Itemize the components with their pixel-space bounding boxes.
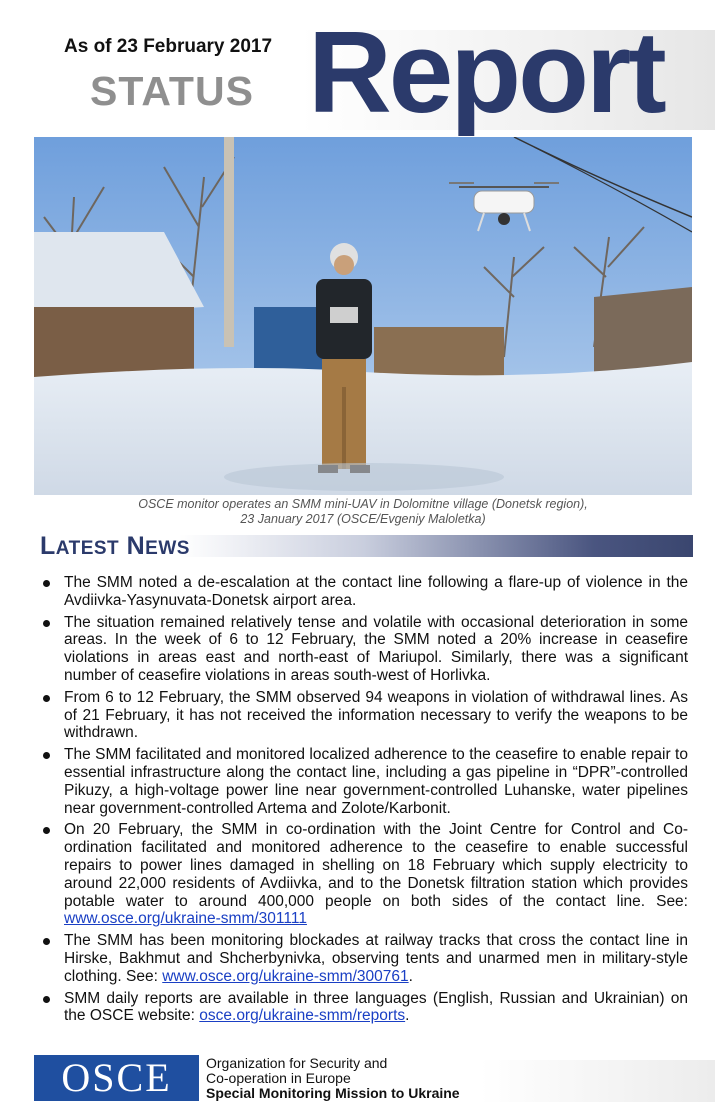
link-300761[interactable]: www.osce.org/ukraine-smm/300761 bbox=[162, 967, 409, 985]
bullet-icon bbox=[43, 827, 50, 834]
bullet-icon bbox=[43, 620, 50, 627]
link-301111[interactable]: www.osce.org/ukraine-smm/301111 bbox=[64, 910, 307, 928]
news-item: The SMM has been monitoring blockades at railway tracks that cross the contact line in Hirske, Bakhmut and Shcherbynivka, observing tents and unarmed men in military-style clothing. See: www.osce.org/ukraine-smm/300761. bbox=[40, 932, 688, 985]
osce-logo-text: OSCE bbox=[61, 1055, 172, 1100]
report-heading: Report bbox=[308, 7, 664, 137]
news-item: On 20 February, the SMM in co-ordination with the Joint Centre for Control and Co-ordination facilitated and monitored adherence to the ceasefire to enable successful repairs to power lines damaged in shelling on 18 February which supply electricity to around 22,000 residents of Avdiivka, and to the Donetsk filtration station which provides potable water to around 400,000 people on both sides of the contact line. See: www.osce.org/ukraine-smm/301111 bbox=[40, 821, 688, 928]
link-reports[interactable]: osce.org/ukraine-smm/reports bbox=[199, 1007, 406, 1025]
photo-caption bbox=[34, 497, 692, 527]
news-item: The SMM facilitated and monitored localized adherence to the ceasefire to enable repair to essential infrastructure along the contact line, including a gas pipeline in “DPR”-controlled Pikuzy, a high-voltage power line near government-controlled Luhanske, water pipelines near government-controlled Artema and Zolote/Karbonit. bbox=[40, 746, 688, 817]
monitor-drone-photo bbox=[34, 137, 692, 495]
news-item: The SMM noted a de-escalation at the contact line following a flare-up of violence in the Avdiivka-Yasynuvata-Donetsk airport area. bbox=[40, 574, 688, 610]
bullet-icon bbox=[43, 938, 50, 945]
bullet-icon bbox=[43, 580, 50, 587]
report-date: As of 23 February 2017 bbox=[64, 36, 273, 57]
org-line-3: Special Monitoring Mission to Ukraine bbox=[206, 1085, 460, 1101]
news-item: From 6 to 12 February, the SMM observed 94 weapons in violation of withdrawal lines. As of 21 February, it has not received the information necessary to verify the weapons to be withdrawn. bbox=[40, 689, 688, 742]
caption-line-1: OSCE monitor operates an SMM mini-UAV in Dolomitne village (Donetsk region), bbox=[138, 497, 588, 511]
org-line-2: Co-operation in Europe bbox=[206, 1070, 351, 1086]
organization-name bbox=[206, 1056, 460, 1101]
news-item: SMM daily reports are available in three languages (English, Russian and Ukrainian) on the OSCE website: osce.org/ukraine-smm/reports. bbox=[40, 990, 688, 1026]
news-item: The situation remained relatively tense and volatile with occasional deterioration in some areas. In the week of 6 to 12 February, the SMM noted a 20% increase in ceasefire violations in areas east and north-east of Mariupol. Similarly, there was a significant number of ceasefire violations in areas south-west of Horlivka. bbox=[40, 614, 688, 685]
caption-line-2: 23 January 2017 (OSCE/Evgeniy Maloletka) bbox=[240, 512, 486, 526]
footer-gradient bbox=[480, 1060, 715, 1102]
bullet-icon bbox=[43, 695, 50, 702]
bullet-icon bbox=[43, 752, 50, 759]
status-heading: STATUS bbox=[90, 68, 254, 114]
org-line-1: Organization for Security and bbox=[206, 1055, 388, 1071]
osce-logo bbox=[34, 1055, 199, 1101]
news-list bbox=[40, 574, 688, 1029]
bullet-icon bbox=[43, 996, 50, 1003]
latest-news-heading: LATEST NEWS bbox=[40, 532, 190, 560]
